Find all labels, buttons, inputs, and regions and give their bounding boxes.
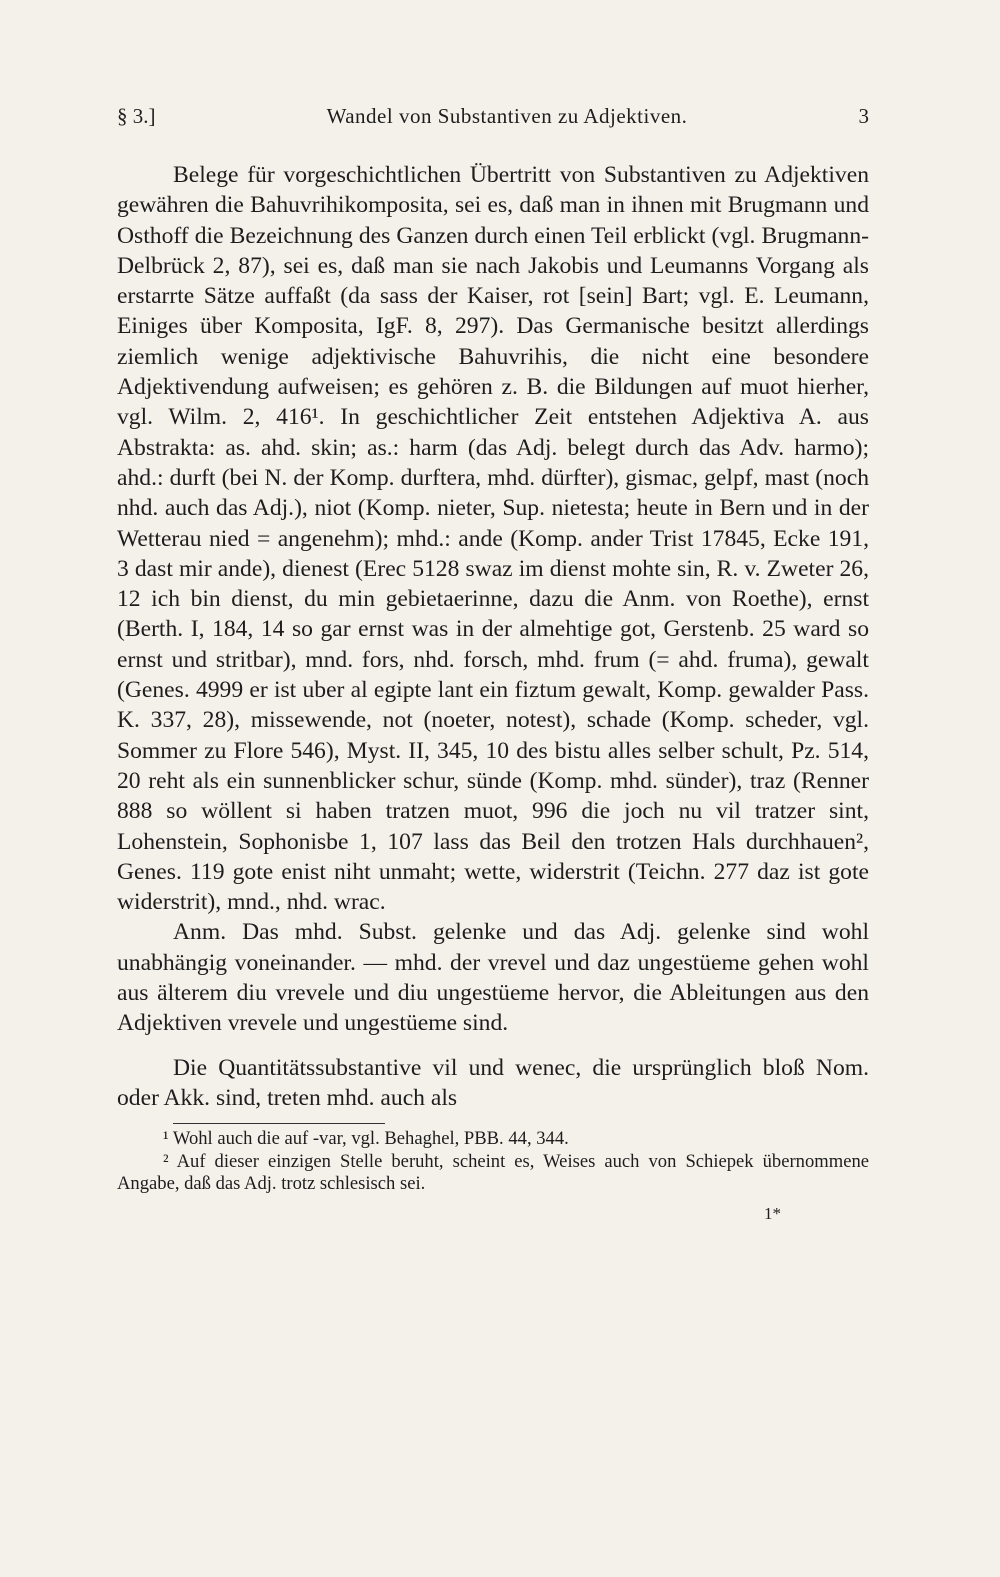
- main-text: [117, 160, 869, 1113]
- paragraph: Belege für vorgeschichtlichen Übertritt von Substantiven zu Adjektiven gewähren die Bahuvrihikomposita, sei es, daß man in ihnen mit Brugmann und Osthoff die Bezeichnung des Ganzen durch einen Teil erblickt (vgl. Brugmann-Delbrück 2, 87), sei es, daß man sie nach Jakobis und Leumanns Vorgang als erstarrte Sätze auffaßt (da sass der Kaiser, rot [sein] Bart; vgl. E. Leumann, Einiges über Komposita, IgF. 8, 297). Das Germanische besitzt allerdings ziemlich wenige adjektivische Bahuvrihis, die nicht eine besondere Adjektivendung aufweisen; es gehören z. B. die Bildungen auf muot hierher, vgl. Wilm. 2, 416¹. In geschichtlicher Zeit entstehen Adjektiva A. aus Abstrakta: as. ahd. skin; as.: harm (das Adj. belegt durch das Adv. harmo); ahd.: durft (bei N. der Komp. durftera, mhd. dürfter), gismac, gelpf, mast (noch nhd. auch das Adj.), niot (Komp. nieter, Sup. nietesta; heute in Bern und in der Wetterau nied = angenehm); mhd.: ande (Komp. ander Trist 17845, Ecke 191, 3 dast mir ande), dienest (Erec 5128 swaz im dienst mohte sin, R. v. Zweter 26, 12 ich bin dienst, du min gebietaerinne, dazu die Anm. von Roethe), ernst (Berth. I, 184, 14 so gar ernst was in der almehtige got, Gerstenb. 25 ward so ernst und stritbar), mnd. fors, nhd. forsch, mhd. frum (= ahd. fruma), gewalt (Genes. 4999 er ist uber al egipte lant ein fiztum gewalt, Komp. gewalder Pass. K. 337, 28), missewende, not (noeter, notest), schade (Komp. scheder, vgl. Sommer zu Flore 546), Myst. II, 345, 10 des bistu alles selber schult, Pz. 514, 20 reht als ein sunnenblicker schur, sünde (Komp. mhd. sünder), traz (Renner 888 so wöllent si haben tratzen muot, 996 die joch nu vil tratzer sint, Lohenstein, Sophonisbe 1, 107 lass das Beil den trotzen Hals durchhauen², Genes. 119 gote enist niht unmaht; wette, widerstrit (Teichn. 277 daz ist gote widerstrit), mnd., nhd. wrac.: [117, 162, 869, 916]
- paragraph: Die Quantitätssubstantive vil und wenec, die ursprünglich bloß Nom. oder Akk. sind, treten mhd. auch als: [117, 1054, 869, 1111]
- footnotes: [117, 1128, 869, 1196]
- footnote: ² Auf dieser einzigen Stelle beruht, scheint es, Weises auch von Schiepek übernommene Angabe, daß das Adj. trotz schlesisch sei.: [117, 1150, 869, 1195]
- signature-mark: 1*: [764, 1203, 781, 1223]
- annotation-note: Anm. Das mhd. Subst. gelenke und das Adj. gelenke sind wohl unabhängig voneinander. — mhd. der vrevel und daz ungestüeme gehen wohl aus älterem diu vrevele und diu ungestüeme hervor, die Ableitungen aus den Adjektiven vrevele und ungestüeme sind.: [117, 919, 869, 1037]
- section-marker: § 3.]: [117, 104, 156, 128]
- running-title: Wandel von Substantiven zu Adjektiven.: [326, 104, 688, 128]
- footnote-rule: [173, 1123, 385, 1124]
- footnote: ¹ Wohl auch die auf -var, vgl. Behaghel, PBB. 44, 344.: [163, 1128, 569, 1150]
- running-header: [117, 104, 869, 138]
- page-number: 3: [858, 104, 869, 128]
- page: [117, 104, 869, 1224]
